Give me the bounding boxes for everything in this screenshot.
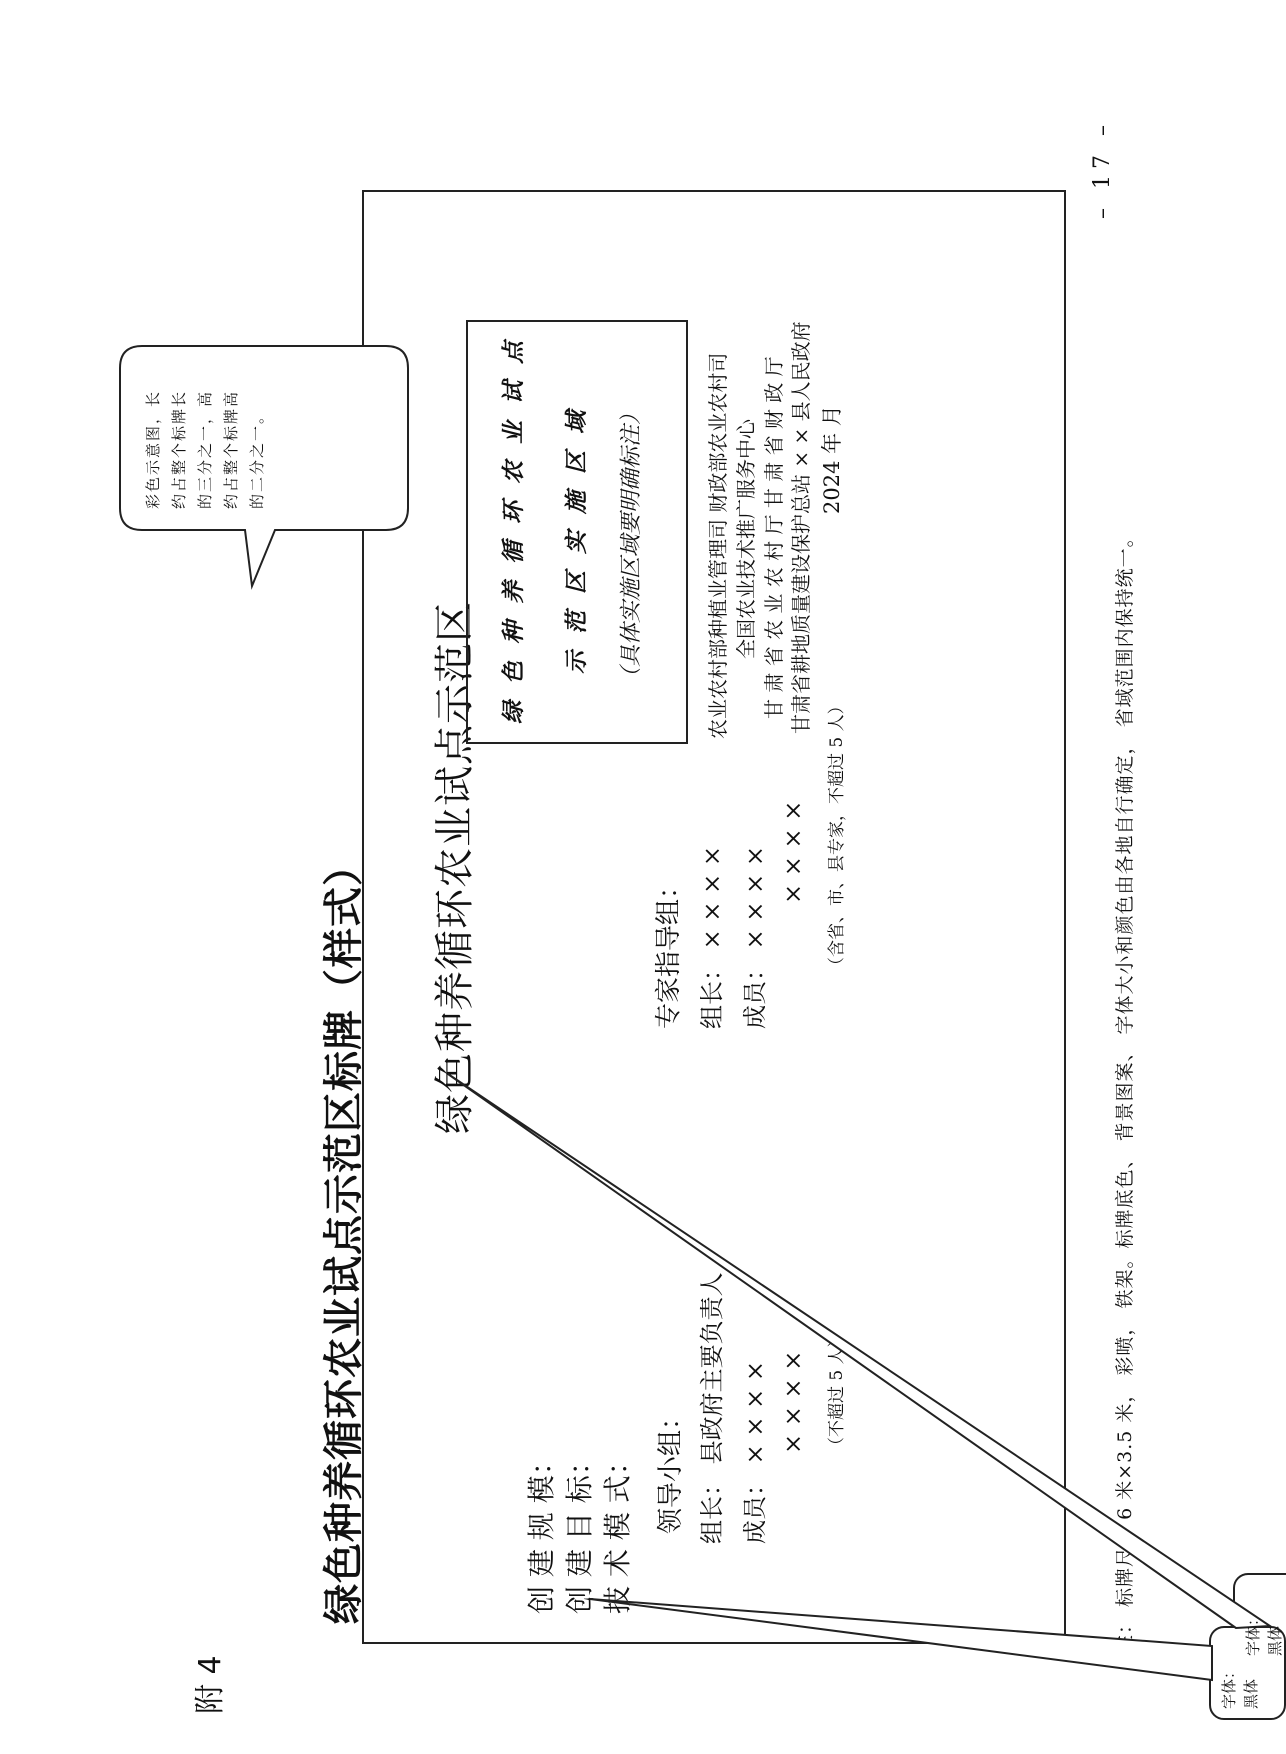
leadership-group-chief: 组长： 县政府主要负责人 [698, 1272, 726, 1544]
footer-note: 注： 标牌尺寸 6 米×3.5 米， 彩喷， 铁架。标牌底色、 背景图案、 字体大小和颜色由各地自行确定， 省域范围内保持统一。 [1114, 527, 1136, 1654]
field-creation-scale: 创 建 规 模： [525, 1447, 558, 1614]
board-title: 绿色种养循环农业试点示范区 [432, 601, 478, 1134]
font-label-2 [1218, 1664, 1262, 1709]
font-label-pointer-1 [448, 1074, 1270, 1628]
leadership-group-members-cont: × × × × [779, 1350, 807, 1454]
expert-group-members-cont: × × × × [779, 800, 807, 904]
board-date: 2024 年 月 [820, 405, 844, 514]
illustration-line-3: （具体实施区域要明确标注） [619, 402, 644, 689]
leadership-group-title: 领导小组： [656, 1403, 686, 1534]
expert-group-title: 专家指导组： [654, 872, 684, 1029]
font-label-1-value: 黑体 [1266, 1625, 1284, 1656]
expert-group-chief: 组长： × × × × [698, 846, 726, 1029]
appendix-label: 附 4 [193, 1655, 228, 1714]
leadership-group-members: 成员： × × × × [741, 1361, 769, 1544]
font-label-2-key: 字体： [1220, 1663, 1238, 1709]
organization-line-4: 甘肃省耕地质量建设保护总站 × × 县人民政府 [789, 321, 813, 734]
illustration-line-1: 绿色种养循环农业试点 [500, 324, 527, 724]
organization-line-1: 农业农村部种植业管理司 财政部农业农村司 [706, 352, 730, 739]
field-creation-goal: 创 建 目 标： [563, 1447, 596, 1614]
illustration-line-2: 示范区实施区域 [563, 394, 590, 674]
font-label-pointer-2 [590, 1599, 1212, 1680]
expert-group-note: （含省、市、县专家，不超过 5 人） [827, 697, 847, 974]
font-label-1-key: 字体： [1244, 1610, 1262, 1656]
page-number: – 17 – [1090, 119, 1115, 219]
expert-group-members: 成员： × × × × [741, 846, 769, 1029]
organization-line-3: 甘 肃 省 农 业 农 村 厅 甘 肃 省 财 政 厅 [762, 356, 786, 719]
font-label-2-value: 黑体 [1242, 1678, 1260, 1709]
leadership-group-note: （不超过 5 人） [827, 1330, 847, 1454]
field-technical-model: 技 术 模 式： [601, 1447, 634, 1614]
document-title: 绿色种养循环农业试点示范区标牌（样式） [320, 845, 367, 1624]
font-label-1 [1242, 1611, 1286, 1656]
organization-line-2: 全国农业技术推广服务中心 [734, 419, 758, 659]
speech-bubble-text: 彩色示意图，长约占整个标牌长的三分之一，高约占整个标牌高的二分之一。 [144, 389, 266, 509]
